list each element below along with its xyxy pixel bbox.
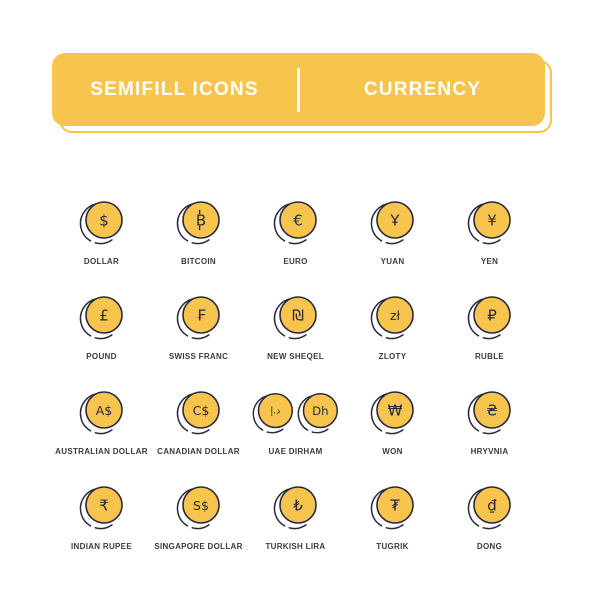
currency-coin-icon: [369, 198, 417, 246]
coin-group: [78, 198, 126, 246]
coin-group: [369, 198, 417, 246]
currency-symbol: zł: [389, 308, 400, 324]
icon-cell-zloty: [344, 293, 441, 388]
coin-ring-arc-small: [289, 240, 306, 244]
currency-coin-icon: [78, 483, 126, 531]
coin-group: [175, 198, 223, 246]
banner-fill: [52, 53, 545, 126]
icon-cell-new-sheqel: [247, 293, 344, 388]
currency-coin-icon: [369, 388, 417, 436]
coin-ring-arc-small: [289, 525, 306, 529]
icon-cell-hryvnia: [441, 388, 538, 483]
icon-label: RUBLE: [474, 352, 505, 361]
icon-cell-swiss-franc: [150, 293, 247, 388]
coin-ring-arc-small: [386, 525, 403, 529]
currency-symbol: ₩: [387, 401, 402, 420]
currency-symbol: S$: [192, 498, 209, 514]
currency-symbol: ₫: [486, 496, 497, 515]
currency-symbol: Dh: [311, 403, 329, 418]
coin-ring-arc-small: [192, 335, 209, 339]
banner-title: SEMIFILL ICONS: [90, 78, 259, 100]
coin-group: [466, 293, 514, 341]
currency-symbol: ₺: [292, 496, 303, 515]
currency-symbol: ₣: [195, 306, 206, 325]
currency-coin-icon: [466, 198, 514, 246]
currency-symbol: ₴: [485, 401, 498, 420]
coin-group: [272, 293, 320, 341]
currency-symbol: £: [98, 306, 109, 325]
icon-cell-turkish-lira: [247, 483, 344, 578]
currency-coin-icon: [78, 388, 126, 436]
currency-coin-icon: [466, 388, 514, 436]
currency-coin-icon: [175, 293, 223, 341]
icon-cell-indian-rupee: [53, 483, 150, 578]
icon-cell-australian-dollar: [53, 388, 150, 483]
coin-ring-arc-small: [386, 240, 403, 244]
coin-group: [78, 483, 126, 531]
coin-ring-arc-small: [95, 240, 112, 244]
currency-coin-icon: [466, 483, 514, 531]
coin-group: [466, 388, 514, 436]
currency-symbol: ₽: [486, 306, 497, 325]
icon-cell-dollar: [53, 198, 150, 293]
icon-label: YEN: [480, 257, 499, 266]
currency-coin-icon: [251, 390, 296, 435]
coin-group: [175, 483, 223, 531]
icon-label: TUGRIK: [376, 542, 409, 551]
coin-ring-arc-small: [483, 240, 500, 244]
icon-grid: [53, 198, 538, 578]
coin-group: [466, 483, 514, 531]
coin-group: [369, 388, 417, 436]
coin-ring-arc-small: [483, 430, 500, 434]
icon-cell-dong: [441, 483, 538, 578]
icon-label: ZLOTY: [378, 352, 407, 361]
currency-symbol: Ұ: [389, 211, 400, 230]
icon-label: CANADIAN DOLLAR: [157, 447, 240, 456]
icon-label: EURO: [283, 257, 308, 266]
coin-group: [369, 483, 417, 531]
icon-label: NEW SHEQEL: [267, 352, 324, 361]
coin-ring-arc-small: [289, 335, 306, 339]
currency-coin-icon: [78, 293, 126, 341]
currency-coin-icon: [175, 198, 223, 246]
icon-label: AUSTRALIAN DOLLAR: [55, 447, 148, 456]
currency-symbol: ₪: [291, 306, 304, 325]
icon-cell-yen: [441, 198, 538, 293]
icon-cell-euro: [247, 198, 344, 293]
coin-ring-arc-small: [483, 525, 500, 529]
currency-coin-icon: [272, 483, 320, 531]
coin-ring-arc-small: [312, 429, 328, 432]
currency-symbol: ¥: [486, 211, 497, 230]
currency-symbol: ₮: [389, 496, 400, 515]
coin-ring-arc-small: [192, 430, 209, 434]
currency-symbol: €: [292, 211, 303, 230]
coin-ring-arc-small: [386, 430, 403, 434]
icon-label: POUND: [86, 352, 117, 361]
coin-group: [175, 293, 223, 341]
icon-cell-won: [344, 388, 441, 483]
icon-label: SWISS FRANC: [168, 352, 229, 361]
coin-ring-arc-small: [192, 240, 209, 244]
currency-coin-icon: [369, 293, 417, 341]
currency-symbol: د.إ: [270, 405, 280, 417]
icon-label: UAE DIRHAM: [268, 447, 323, 456]
coin-group: [251, 388, 341, 436]
icon-label: INDIAN RUPEE: [71, 542, 132, 551]
coin-group: [369, 293, 417, 341]
coin-ring-arc-small: [95, 525, 112, 529]
currency-symbol: $: [98, 211, 109, 230]
icon-cell-ruble: [441, 293, 538, 388]
header-banner: [52, 53, 545, 126]
icon-cell-pound: [53, 293, 150, 388]
coin-group: [175, 388, 223, 436]
coin-ring-arc-small: [95, 430, 112, 434]
icon-label: HRYVNIA: [470, 447, 509, 456]
currency-coin-icon: [296, 390, 341, 435]
icon-label: SINGAPORE DOLLAR: [154, 542, 243, 551]
icon-cell-bitcoin: [150, 198, 247, 293]
icon-label: DONG: [476, 542, 503, 551]
icon-label: DOLLAR: [83, 257, 120, 266]
currency-symbol: B: [195, 211, 206, 230]
coin-ring-arc-small: [95, 335, 112, 339]
icon-label: WON: [382, 447, 403, 456]
currency-coin-icon: [272, 293, 320, 341]
icon-cell-canadian-dollar: [150, 388, 247, 483]
currency-coin-icon: [466, 293, 514, 341]
coin-ring-arc-small: [267, 429, 283, 432]
coin-group: [272, 483, 320, 531]
coin-ring-arc-small: [386, 335, 403, 339]
currency-coin-icon: [175, 483, 223, 531]
icon-cell-tugrik: [344, 483, 441, 578]
icon-label: YUAN: [380, 257, 405, 266]
currency-symbol: A$: [95, 403, 112, 419]
currency-coin-icon: [78, 198, 126, 246]
icon-label: BITCOIN: [181, 257, 216, 266]
icon-cell-singapore-dollar: [150, 483, 247, 578]
coin-group: [272, 198, 320, 246]
icon-cell-yuan: [344, 198, 441, 293]
currency-coin-icon: [369, 483, 417, 531]
coin-ring-arc-small: [483, 335, 500, 339]
currency-coin-icon: [175, 388, 223, 436]
coin-group: [78, 388, 126, 436]
banner-category: CURRENCY: [363, 78, 482, 100]
coin-group: [78, 293, 126, 341]
coin-group: [466, 198, 514, 246]
icon-label: TURKISH LIRA: [265, 542, 326, 551]
currency-symbol: C$: [192, 403, 209, 419]
currency-coin-icon: [272, 198, 320, 246]
icon-cell-uae-dirham: [247, 388, 344, 483]
currency-symbol: ₹: [98, 496, 109, 515]
coin-ring-arc-small: [192, 525, 209, 529]
